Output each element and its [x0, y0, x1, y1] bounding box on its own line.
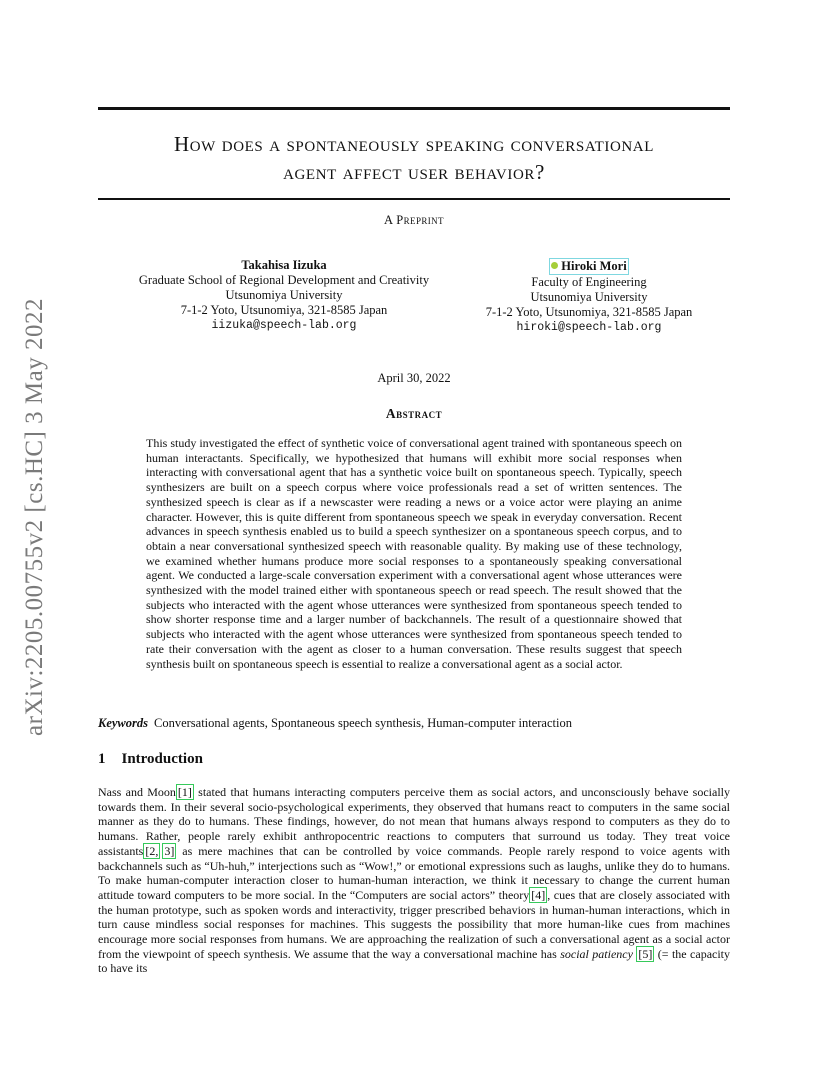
intro-text: (= the capacity to have its — [98, 946, 731, 976]
author-address: 7-1-2 Yoto, Utsunomiya, 321-8585 Japan — [180, 303, 388, 317]
author-email[interactable]: iizuka@speech-lab.org — [211, 319, 357, 332]
citation-link[interactable]: 3] — [164, 843, 175, 858]
citation-link[interactable]: [4] — [531, 887, 546, 902]
author-address: 7-1-2 Yoto, Utsunomiya, 321-8585 Japan — [485, 305, 693, 319]
title-bottom-rule — [98, 198, 730, 200]
author-name-text: Hiroki Mori — [561, 259, 627, 273]
orcid-link[interactable] — [549, 258, 628, 275]
citation-link[interactable]: [1] — [177, 785, 192, 799]
author-name-2 — [464, 258, 714, 275]
arxiv-identifier-text: arXiv:2205.00755v2 [cs.HC] 3 May 2022 — [21, 298, 48, 736]
keywords-text: Conversational agents, Spontaneous speech synthesis, Human-computer interaction — [154, 716, 572, 730]
author-university: Utsunomiya University — [225, 288, 343, 302]
section-title: Introduction — [121, 751, 203, 767]
author-block-2 — [464, 258, 714, 335]
keywords-label: Keywords — [98, 716, 148, 730]
paper-title — [98, 130, 730, 186]
section-number: 1 — [98, 751, 106, 767]
intro-text: Nass and Moon — [98, 785, 176, 799]
author-block-1 — [104, 258, 464, 333]
preprint-label: A Preprint — [384, 213, 444, 227]
orcid-icon — [551, 262, 558, 269]
intro-paragraph — [98, 785, 730, 976]
intro-text: as mere machines that can be controlled by voice commands. People rarely respond to voice agents with backchannels such as “Uh-huh,” interjections such as “Wow!,” or emotional expressions such as laughs, unlike they do to humans. To make human-computer interaction closer to human-human interaction, we think it necessary to change the current human attitude toward computers to be more social. In the “Computers are social actors” theory — [98, 843, 730, 902]
title-top-rule — [98, 107, 730, 110]
abstract-text: This study investigated the effect of synthetic voice of conversational agent trained with spontaneous speech on human interactants. Specifically, we hypothesized that humans will exhibit more social responses when interacting with conversational agent that has a synthetic voice built on spontaneous speech. Typically, speech synthesizers are built on a speech corpus where voice professionals read a set of written sentences. The synthesized speech is clear as if a newscaster were reading a news or a voice actor were playing an anime character. However, this is quite different from spontaneous speech we speak in everyday conversation. Recent advances in speech synthesis enabled us to build a speech synthesizer on a spontaneous speech corpus, and to obtain a near conversational synthesized speech with reasonable quality. By making use of these technology, we examined whether humans produce more social responses to a spontaneously speaking conversational agent. We conducted a large-scale conversation experiment with a conversational agent whose utterances were synthesized with the model trained either with spontaneous speech or read speech. The result showed that the subjects who interacted with the agent whose utterances were synthesized from spontaneous speech tended to show shorter response time and a larger number of backchannels. The result of a questionnaire showed that subjects who interacted with the agent whose utterances were synthesized from spontaneous speech tended to rate their conversation with the agent as closer to a human conversation. These results suggest that speech synthesis built on spontaneous speech is essential to realize a conversational agent as a social actor. — [146, 436, 682, 671]
abstract-heading: Abstract — [385, 406, 443, 421]
author-affiliation: Faculty of Engineering — [531, 275, 647, 289]
keywords — [98, 716, 730, 731]
author-email[interactable]: hiroki@speech-lab.org — [516, 321, 662, 334]
paper-date: April 30, 2022 — [377, 371, 451, 385]
author-university: Utsunomiya University — [530, 290, 648, 304]
title-line-2: agent affect user behavior? — [283, 160, 545, 184]
author-name: Takahisa Iizuka — [241, 258, 327, 272]
intro-emphasis: social patiency — [560, 946, 633, 961]
title-line-1: How does a spontaneously speaking conversational — [173, 132, 655, 156]
section-heading — [98, 751, 203, 768]
citation-link[interactable]: [2, — [145, 843, 159, 858]
citation-link[interactable]: [5] — [638, 946, 653, 961]
author-affiliation: Graduate School of Regional Development and Creativity — [138, 273, 430, 287]
intro-text: , cues that are closely associated with the human prototype, such as spoken words and interactivity, trigger prescribed behaviors in human-human interactions, which in turn cause mindless social responses for machines. This suggests the possibility that more human-like cues from machines encourage more social responses from humans. We are approaching the realization of such a conversational agent as a social actor from the viewpoint of speech synthesis. We assume that the way a conversational machine has — [98, 887, 730, 961]
intro-text: stated that humans interacting computers perceive them as social actors, and unconsciously behave socially towards them. In their several socio-psychological experiments, they observed that humans react to computers in the same social manner as they do to humans. These findings, however, do not mean that humans always respond to computers as they do to humans. Rather, people rarely exhibit anthropocentric reactions to computers that surround us today. They treat voice assistants — [98, 785, 730, 858]
arxiv-identifier — [20, 282, 50, 752]
